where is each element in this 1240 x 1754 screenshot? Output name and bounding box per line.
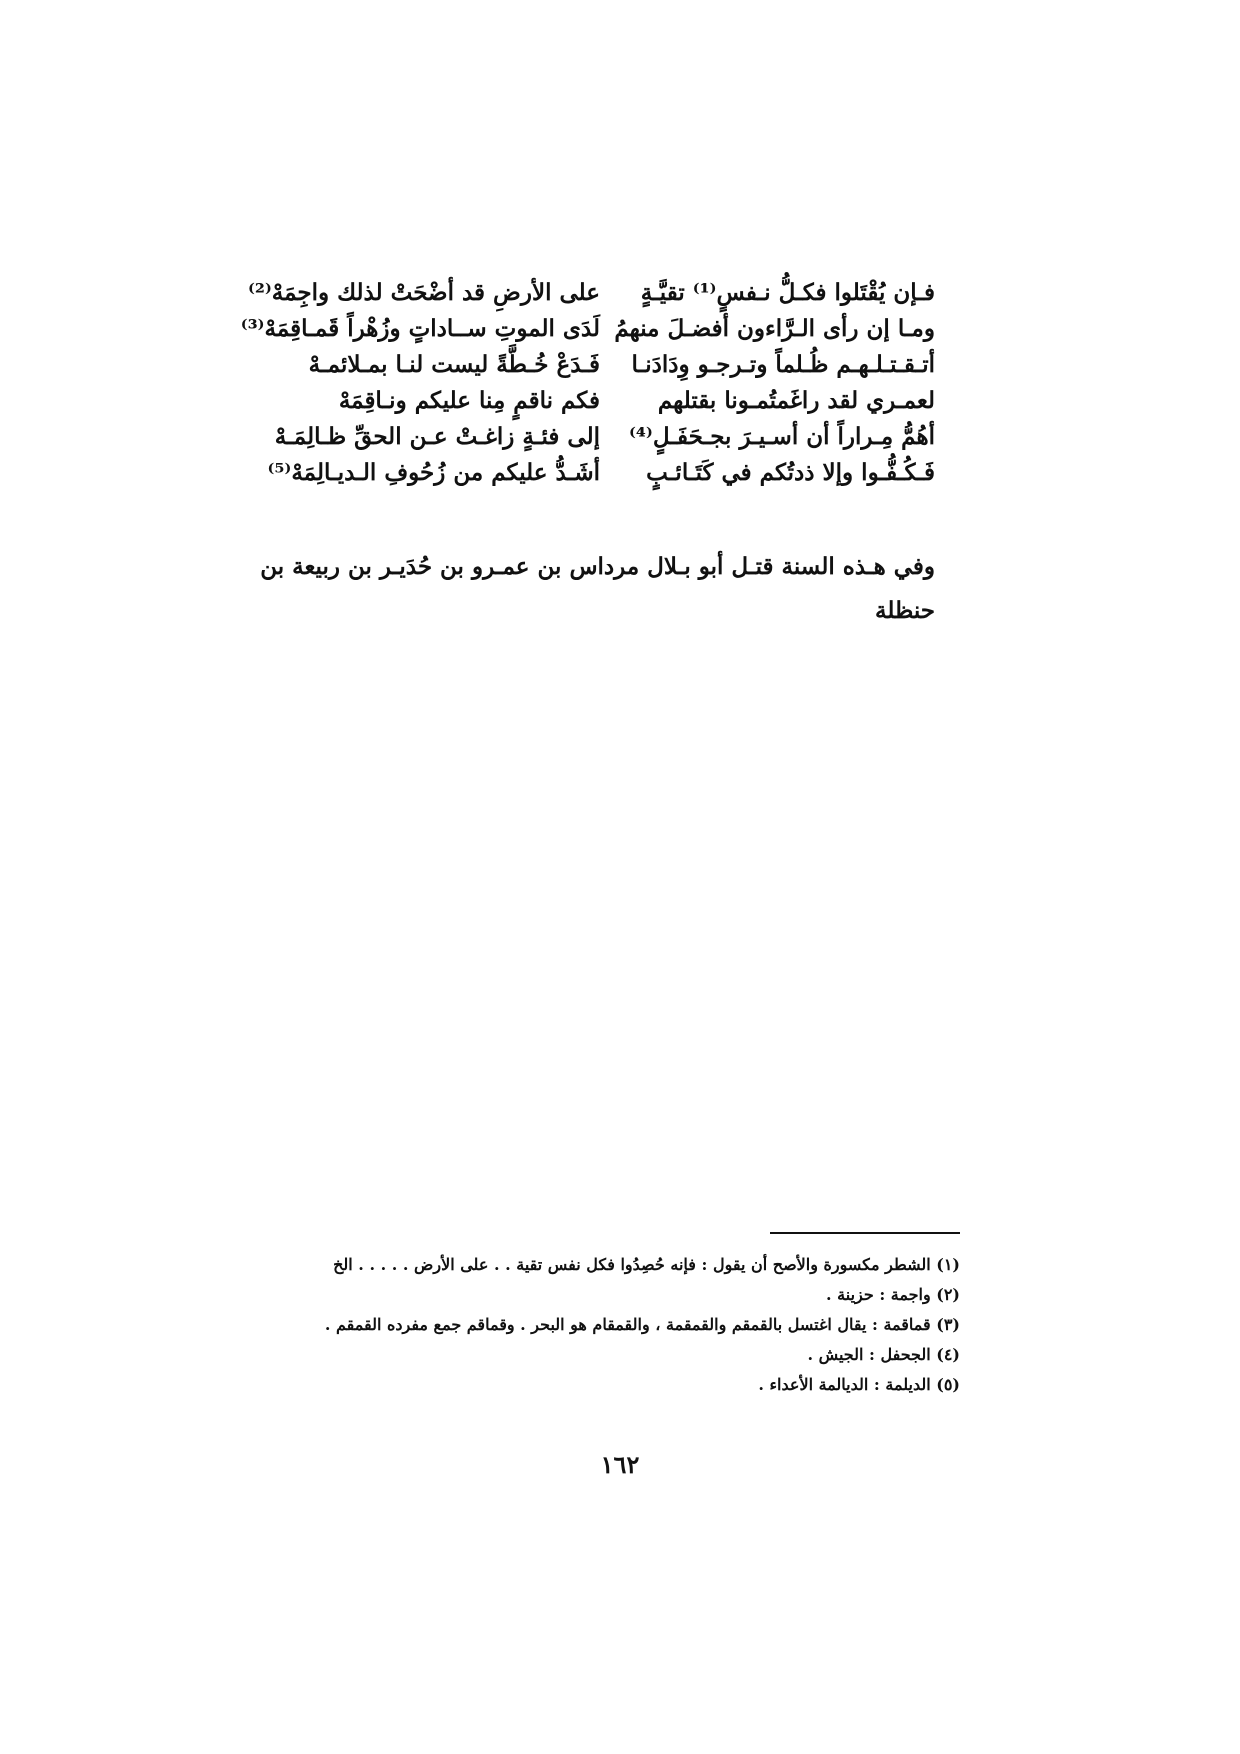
verse-second-hemistich: فَـدَعْ خُـطَّةً ليست لنـا بمـلائمـهْ xyxy=(308,351,600,378)
verse-second-hemistich: أشَـدُّ عليكم من زُحُوفِ الـديـالِمَهْ⁽⁵⁾ xyxy=(267,459,600,486)
footnote: (٣) قماقمة : يقال اغتسل بالقمقم والقمقمة ، والقمقام هو البحر . وقماقم جمع مفرده القمقم . xyxy=(324,1315,960,1334)
prose-line: وفي هـذه السنة قتـل أبو بـلال مرداس بن عمـرو بن حُدَيـر بن ربيعة بن xyxy=(260,553,935,580)
poem-verse xyxy=(248,275,935,311)
verse-first-hemistich: فـإن يُقْتَلوا فكـلُّ نـفسٍ⁽¹⁾ تقيَّـةٍ xyxy=(640,279,935,306)
verse-second-hemistich: على الأرضِ قد أضْحَتْ لذلك واجِمَهْ⁽²⁾ xyxy=(248,279,600,306)
poem-verse xyxy=(240,311,935,347)
verse-first-hemistich: أهُمُّ مِـراراً أن أسـيـرَ بجـحَفَـلٍ⁽⁴⁾ xyxy=(629,423,935,450)
page-number: ١٦٢ xyxy=(600,1450,640,1479)
verse-second-hemistich: إلى فئـةٍ زاغـتْ عـن الحقِّ ظـالِمَـهْ xyxy=(274,423,600,450)
prose-paragraph xyxy=(260,545,935,633)
verse-second-hemistich: فكم ناقمٍ مِنا عليكم ونـاقِمَهْ xyxy=(338,387,600,414)
poem-verse xyxy=(267,455,935,491)
footnote: (٤) الجحفل : الجيش . xyxy=(807,1345,960,1364)
verse-second-hemistich: لَدَى الموتِ ســاداتٍ وزُهْراً قَمـاقِمَهْ⁽³⁾ xyxy=(240,315,600,342)
footnote: (١) الشطر مكسورة والأصح أن يقول : فإنه حُصِدُوا فكل نفس تقية . . على الأرض . . . . . الخ xyxy=(333,1255,960,1274)
poem-verse xyxy=(270,419,935,455)
footnote: (٢) واجمة : حزينة . xyxy=(826,1285,960,1304)
verse-first-hemistich: أتـقـتـلـهـم ظُـلماً وتـرجـو وِدَادَنـا xyxy=(631,351,935,378)
poem-verse xyxy=(270,347,935,383)
footnotes xyxy=(270,1250,960,1400)
verse-first-hemistich: لعمـري لقد راغَمتُمـونا بقتلهم xyxy=(657,387,935,414)
footnote-separator xyxy=(770,1232,960,1234)
prose-line: حنظلة xyxy=(875,597,935,624)
poem-verse xyxy=(270,383,935,419)
verse-first-hemistich: فَـكُـفُّـوا وإلا ذدتُكم في كَتَـائـبٍ xyxy=(646,459,935,486)
poem-block xyxy=(240,275,935,491)
verse-first-hemistich: ومـا إن رأى الـرَّاءون أفضـلَ منهمُ xyxy=(614,315,935,342)
footnote: (٥) الديلمة : الديالمة الأعداء . xyxy=(758,1375,960,1394)
